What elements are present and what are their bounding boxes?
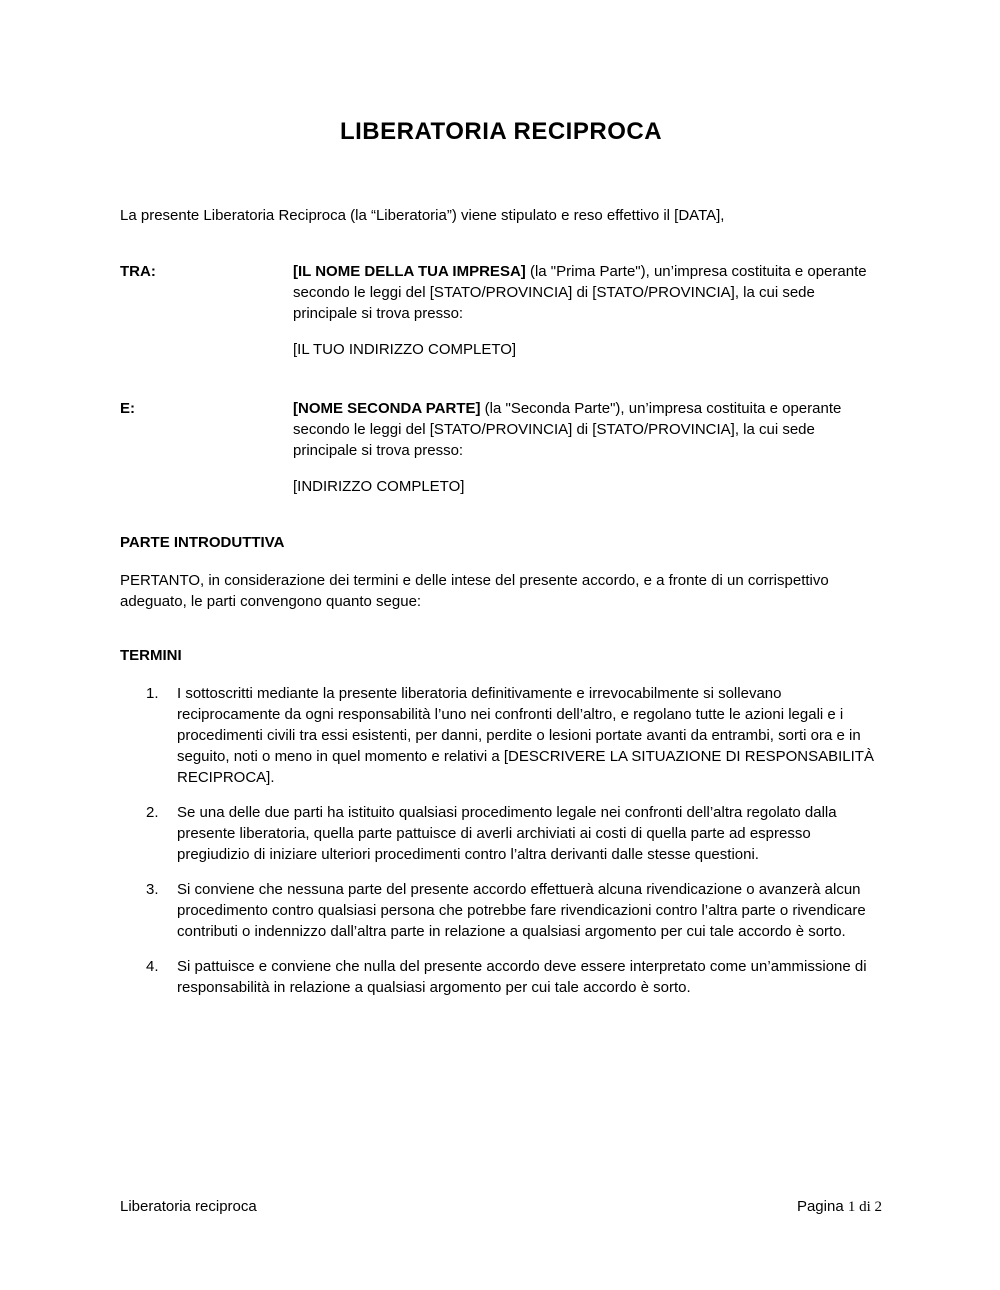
terms-list [120,683,882,998]
party-second-address: [INDIRIZZO COMPLETO] [293,478,465,495]
section-heading-terms: TERMINI [120,647,182,664]
term-number: 4. [146,958,159,975]
term-item-2 [120,802,882,865]
term-text: Si conviene che nessuna parte del presente accordo effettuerà alcuna rivendicazione o avanzerà alcun procedimento contro qualsiasi persona che potrebbe fare rivendicazioni contro l’altra parte o rivendicare contributi o indennizzo dall’altra parte in relazione a qualsiasi argomento per cui tale accordo è sorto. [177,881,866,940]
term-number: 2. [146,804,159,821]
party-first-label: TRA: [120,263,156,280]
party-second-body [293,398,882,497]
term-text: Si pattuisce e conviene che nulla del presente accordo deve essere interpretato come un’ammissione di responsabilità in relazione a qualsiasi argomento per cui tale accordo è sorto. [177,958,867,996]
term-number: 1. [146,685,159,702]
term-text: I sottoscritti mediante la presente liberatoria definitivamente e irrevocabilmente si sollevano reciprocamente da ogni responsabilità l’uno nei confronti dell’altro, e regolano tutte le azioni legali e i procedimenti civili tra essi esistenti, per danni, perdite o lesioni portate avanti da entrambi, sorti ora e in seguito, noti o meno in quel momento e relativi a [DESCRIVERE LA SITUAZIONE DI RESPONSABILITÀ RECIPROCA]. [177,685,874,786]
page-title: LIBERATORIA RECIPROCA [339,118,663,145]
party-first-rest: (la "Prima Parte"), un’impresa costituita e operante secondo le leggi del [STATO/PROVINCIA] di [STATO/PROVINCIA], la cui sede principale si trova presso: [293,263,867,322]
party-block-first [120,261,882,360]
party-first-body [293,261,882,360]
footer-document-name: Liberatoria reciproca [120,1198,257,1215]
party-second-label: E: [120,400,135,417]
footer-page-label: Pagina [796,1198,848,1215]
party-first-description [293,261,882,324]
term-number: 3. [146,881,159,898]
page-footer [120,1196,882,1218]
introduction-paragraph: PERTANTO, in considerazione dei termini e delle intese del presente accordo, e a fronte di un corrispettivo adeguato, le parti convengono quanto segue: [120,572,829,610]
footer-page-number [797,1196,882,1218]
term-item-1 [120,683,882,788]
term-text: Se una delle due parti ha istituito qualsiasi procedimento legale nei confronti dell’altra regolato dalla presente liberatoria, quella parte pattuisce di averli archiviati ai costi di quella parte ad espresso pregiudizio di iniziare ulteriori procedimenti contro l’altra derivanti dalle stesse questioni. [177,804,837,863]
party-second-name: [NOME SECONDA PARTE] [293,400,481,417]
party-first-address: [IL TUO INDIRIZZO COMPLETO] [293,341,517,358]
party-first-name: [IL NOME DELLA TUA IMPRESA] [293,263,526,280]
document-content [120,0,882,998]
intro-paragraph: La presente Liberatoria Reciproca (la “Liberatoria”) viene stipulato e reso effettivo il [DATA], [120,207,725,224]
section-heading-introduction: PARTE INTRODUTTIVA [120,534,285,551]
term-item-4 [120,956,882,998]
party-block-second [120,398,882,497]
footer-page-field: 1 di 2 [847,1199,882,1215]
term-item-3 [120,879,882,942]
party-second-description [293,398,882,461]
party-second-rest: (la "Seconda Parte"), un’impresa costituita e operante secondo le leggi del [STATO/PROVINCIA] di [STATO/PROVINCIA], la cui sede principale si trova presso: [293,400,842,459]
